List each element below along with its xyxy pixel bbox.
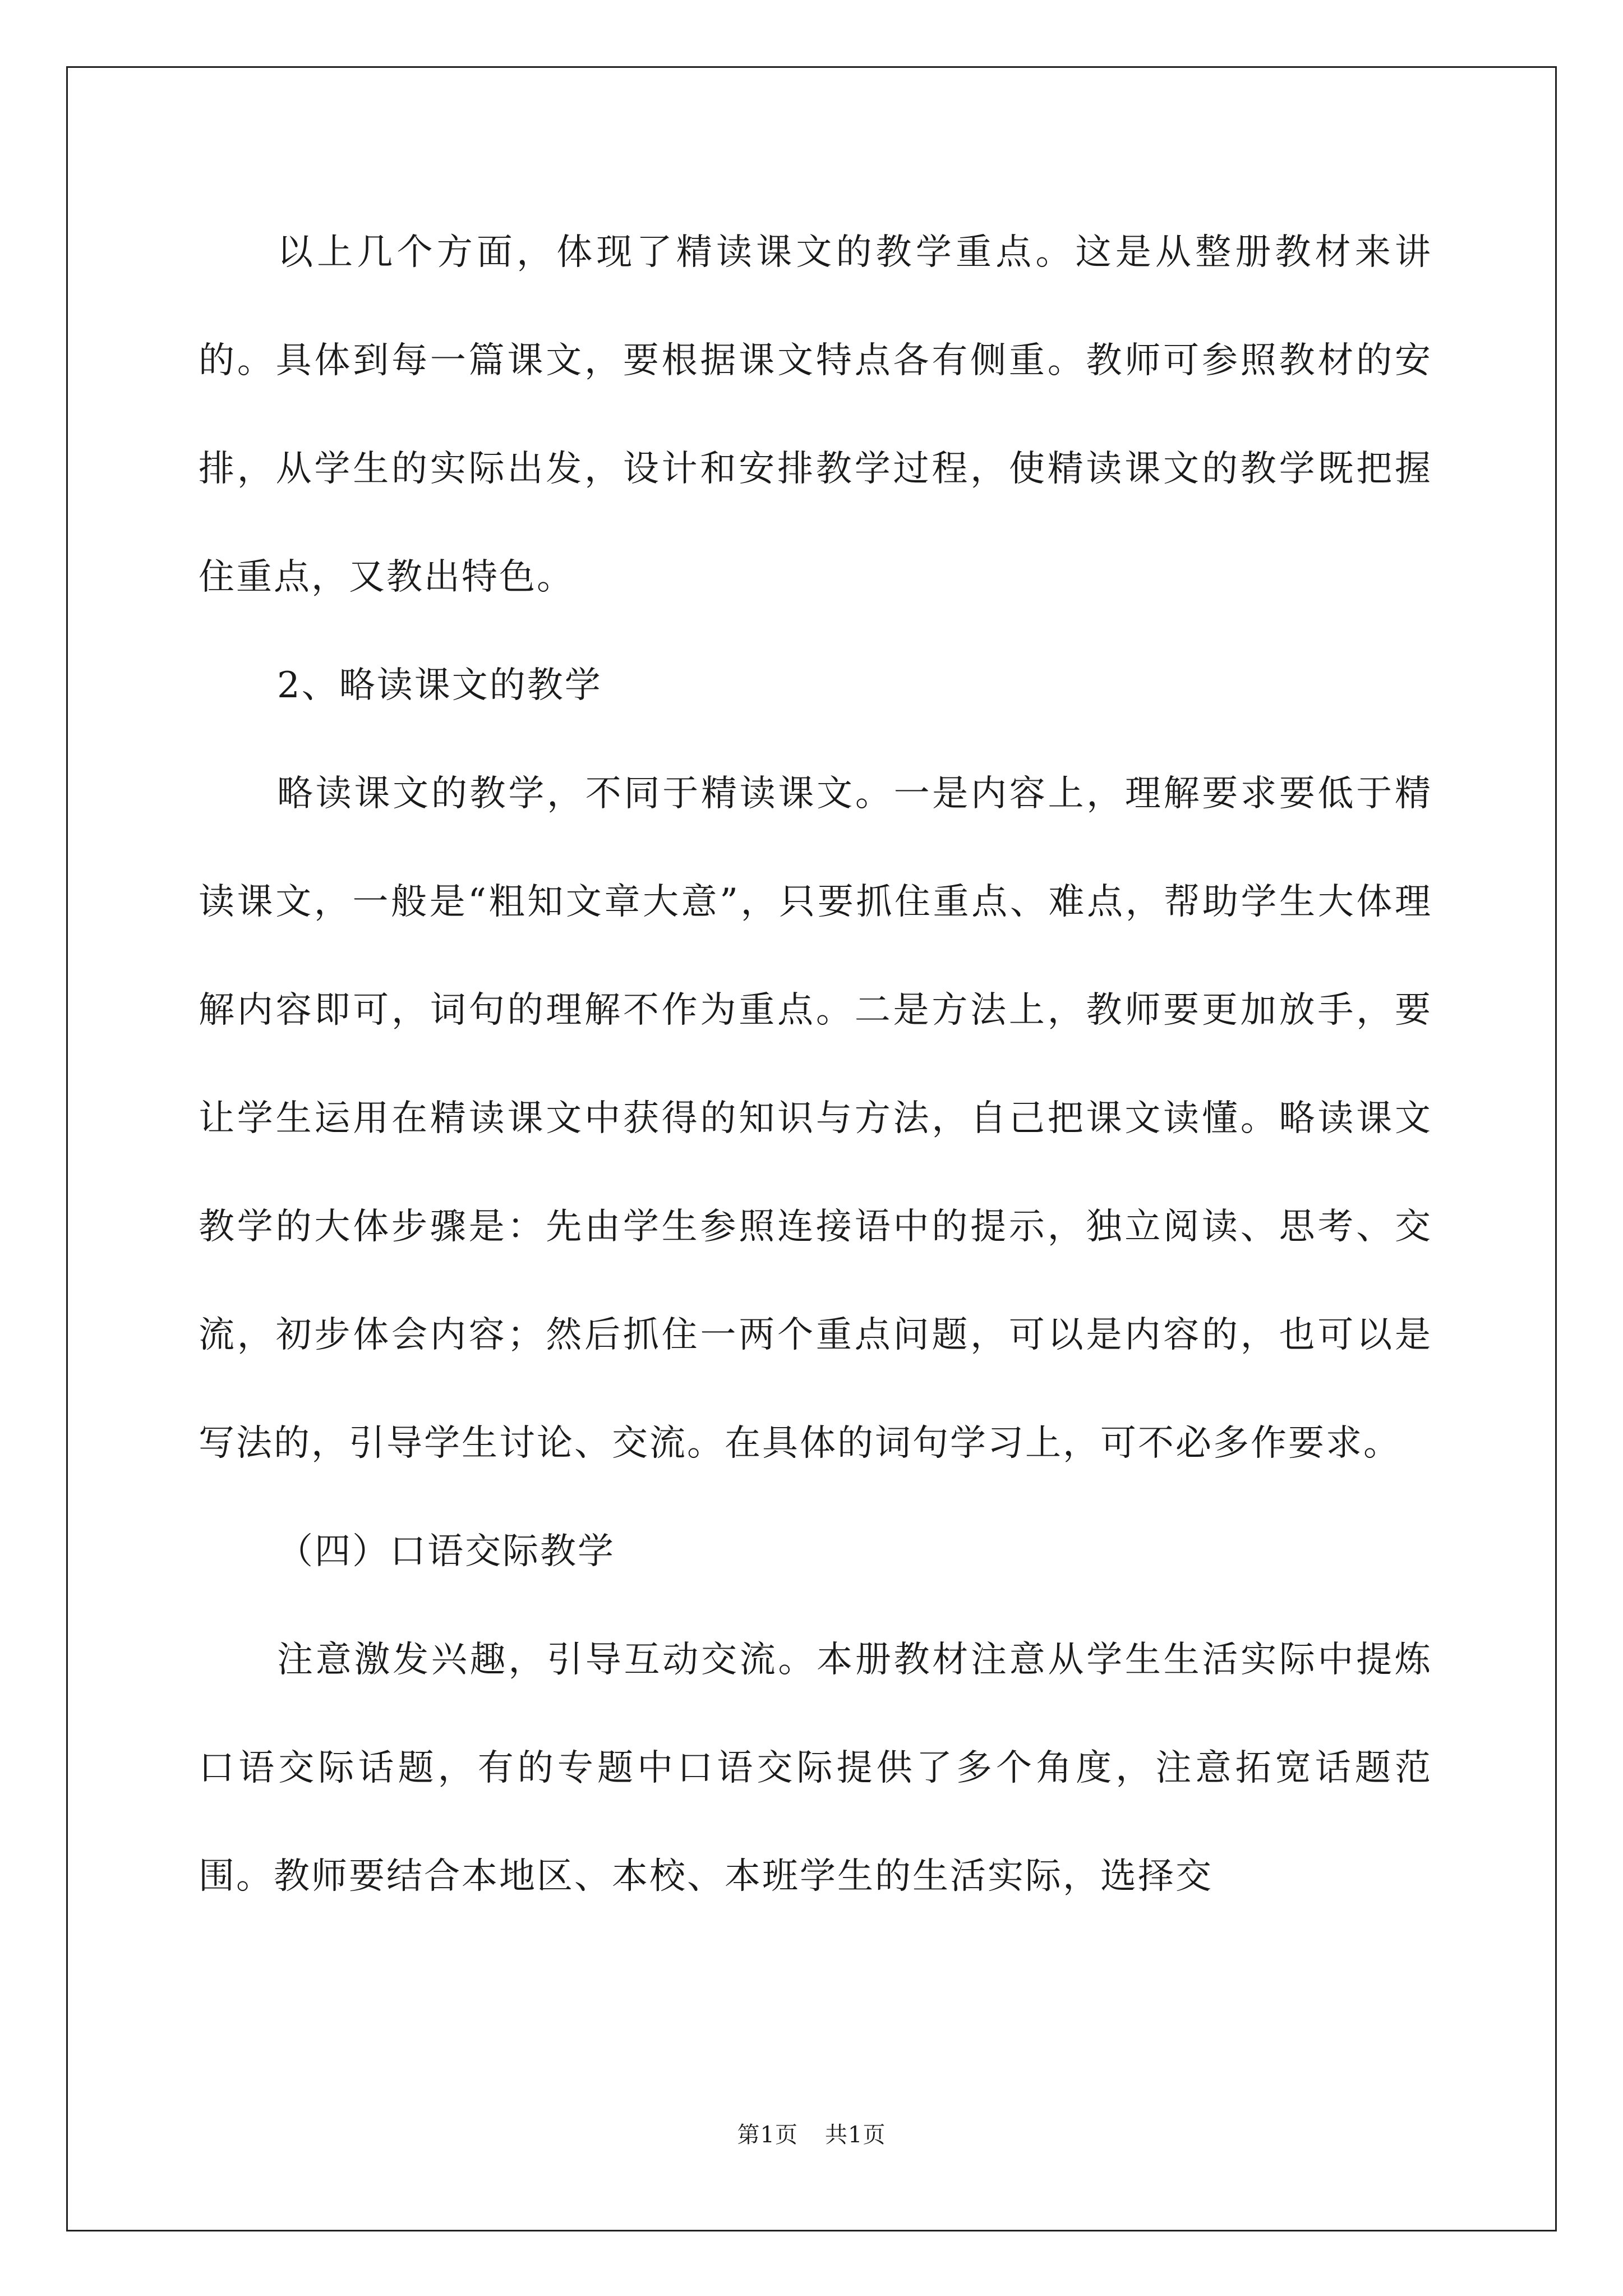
section-heading-oral-communication: （四）口语交际教学: [277, 1531, 615, 1572]
section-heading-skim-reading: 2、略读课文的教学: [277, 665, 602, 706]
paragraph-intensive-reading-summary: 以上几个方面，体现了精读课文的教学重点。这是从整册教材来讲的。具体到每一篇课文，要根据课文特点各有侧重。教师可参照教材的安排，从学生的实际出发，设计和安排教学过程，使精读课文的教学既把握住重点，又教出特色。: [199, 232, 1432, 598]
document-body: [199, 199, 1432, 1931]
page-number: 第1页: [737, 2122, 798, 2148]
paragraph-oral-communication: 注意激发兴趣，引导互动交流。本册教材注意从学生生活实际中提炼口语交际话题，有的专题中口语交际提供了多个角度，注意拓宽话题范围。教师要结合本地区、本校、本班学生的生活实际，选择交: [199, 1639, 1432, 1897]
page-total: 共1页: [825, 2122, 886, 2148]
paragraph-skim-reading: 略读课文的教学，不同于精读课文。一是内容上，理解要求要低于精读课文，一般是“粗知文章大意”，只要抓住重点、难点，帮助学生大体理解内容即可，词句的理解不作为重点。二是方法上，教师要更加放手，要让学生运用在精读课文中获得的知识与方法，自己把课文读懂。略读课文教学的大体步骤是：先由学生参照连接语中的提示，独立阅读、思考、交流，初步体会内容；然后抓住一两个重点问题，可以是内容的，也可以是写法的，引导学生讨论、交流。在具体的词句学习上，可不必多作要求。: [199, 773, 1432, 1464]
page-footer: [0, 2119, 1623, 2151]
